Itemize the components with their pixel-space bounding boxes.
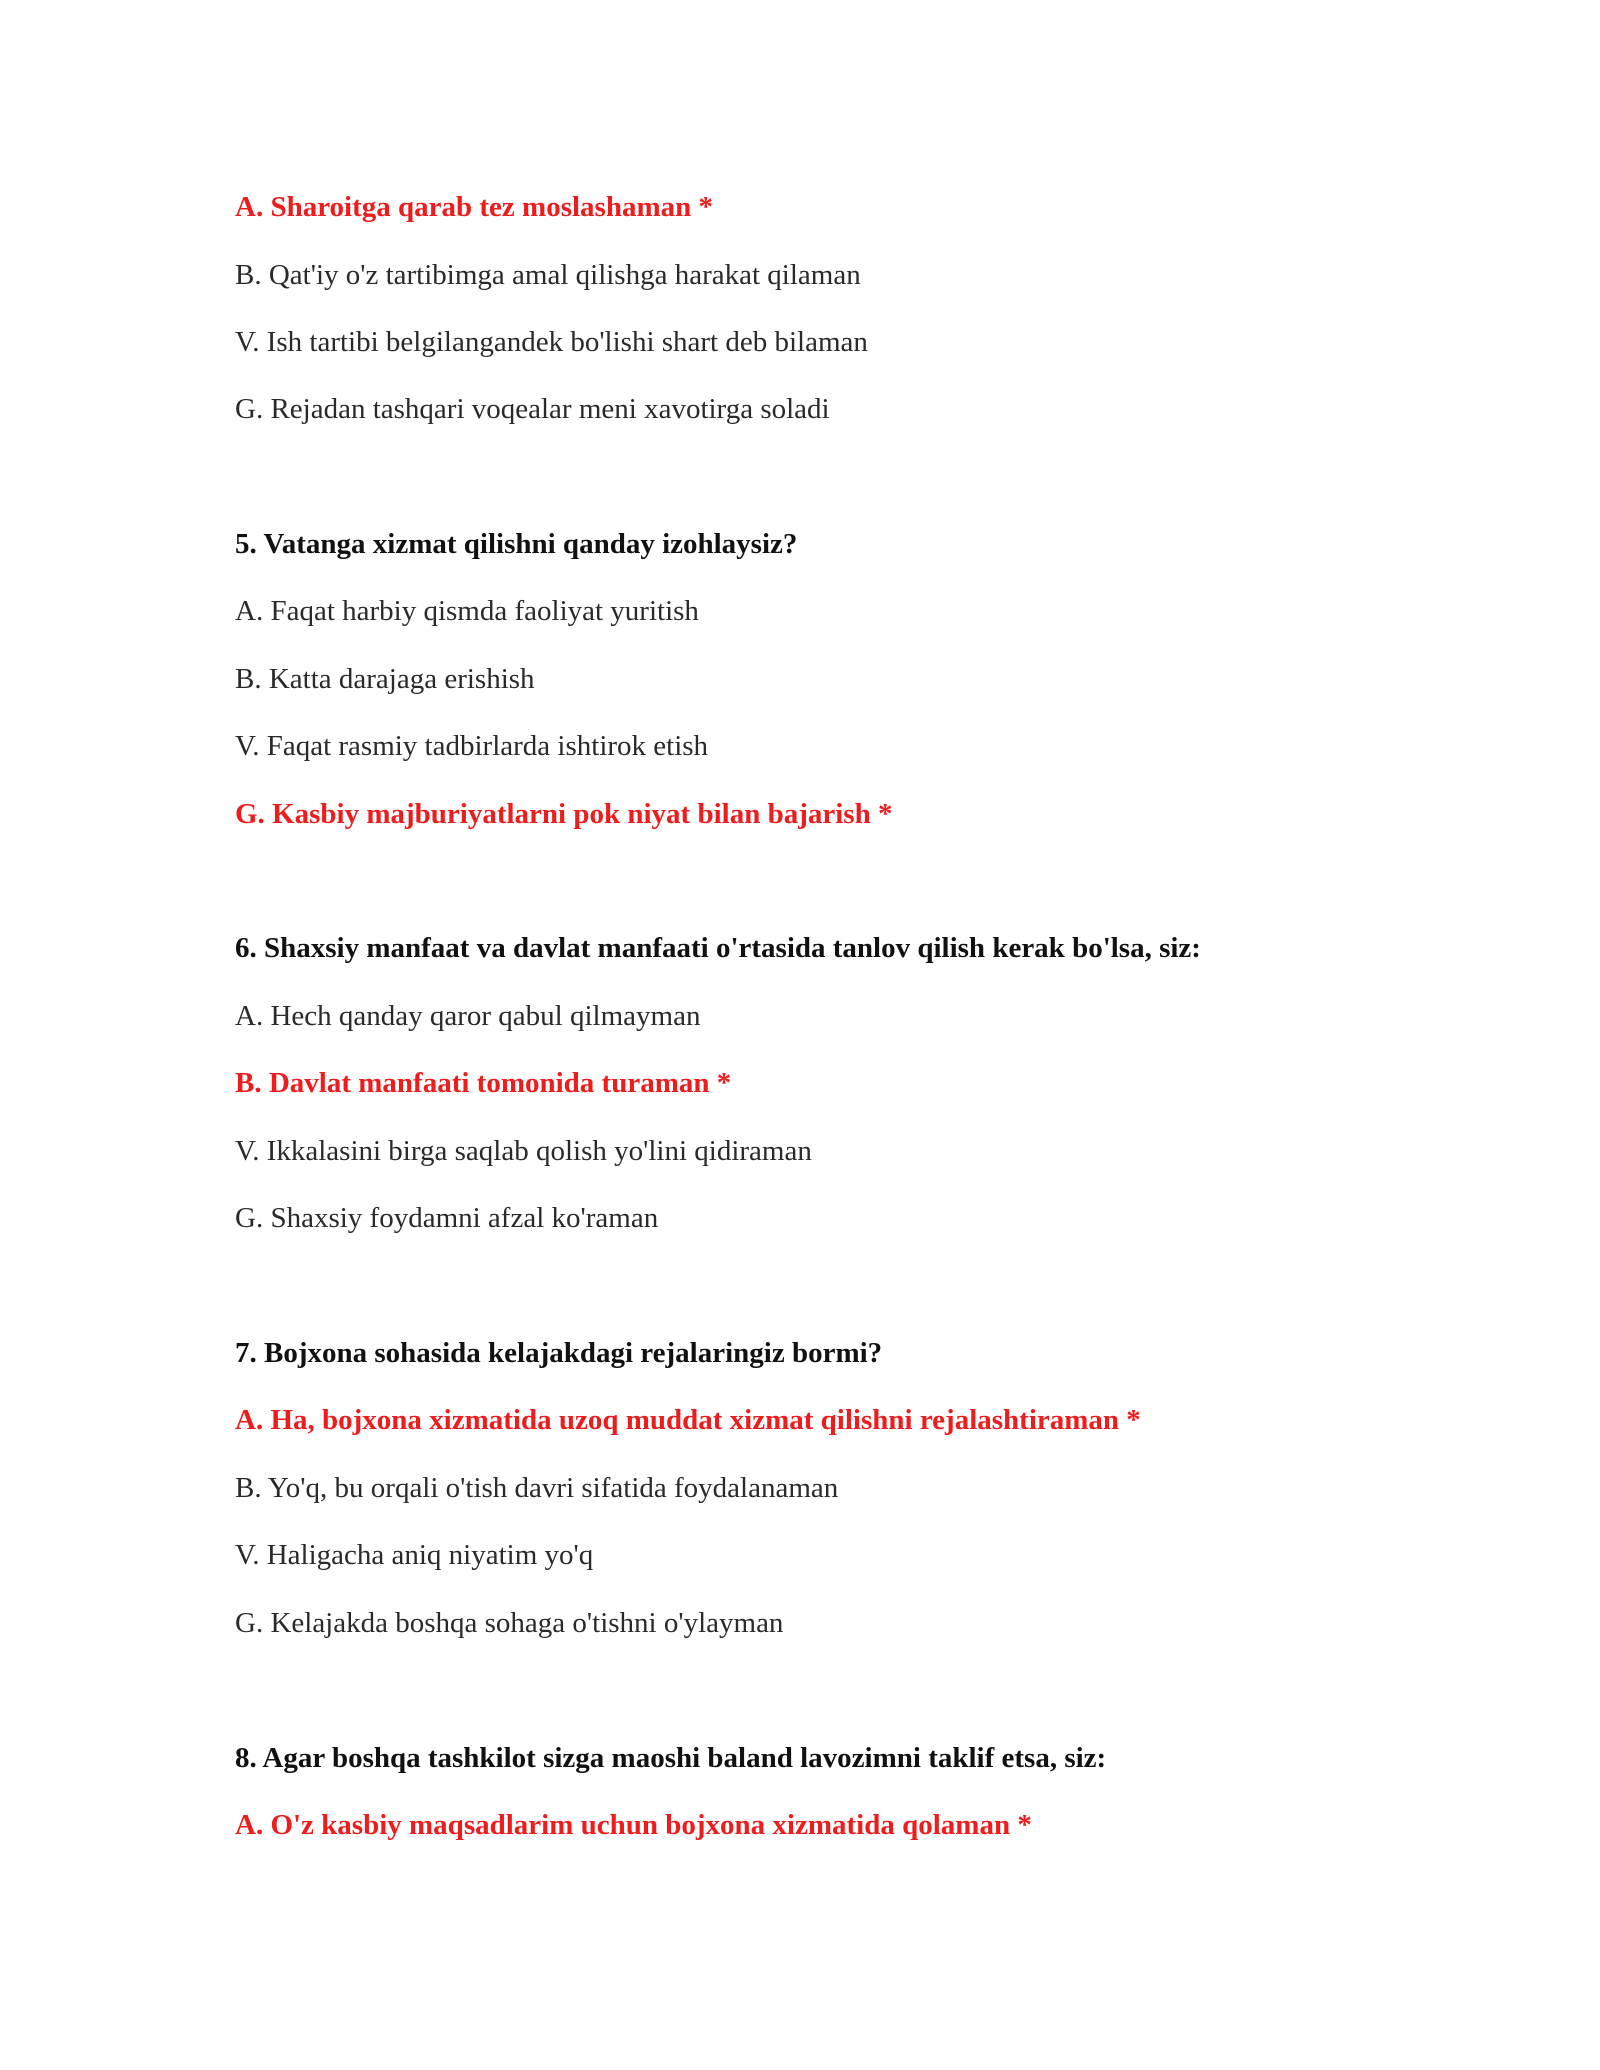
question-8-title: 8. Agar boshqa tashkilot sizga maoshi baland lavozimni taklif etsa, siz: xyxy=(235,1742,1107,1774)
answer-option: G. Shaxsiy foydamni afzal ko'raman xyxy=(235,1202,659,1234)
answer-option-correct: G. Kasbiy majburiyatlarni pok niyat bilan bajarish * xyxy=(235,798,893,830)
answer-option: B. Katta darajaga erishish xyxy=(235,663,535,695)
answer-option: V. Faqat rasmiy tadbirlarda ishtirok etish xyxy=(235,730,709,762)
answer-option: A. Faqat harbiy qismda faoliyat yuritish xyxy=(235,595,699,627)
question-6-title: 6. Shaxsiy manfaat va davlat manfaati o'rtasida tanlov qilish kerak bo'lsa, siz: xyxy=(235,932,1201,964)
answer-option: V. Ikkalasini birga saqlab qolish yo'lini qidiraman xyxy=(235,1135,812,1167)
answer-option: G. Rejadan tashqari voqealar meni xavotirga soladi xyxy=(235,393,830,425)
question-7-title: 7. Bojxona sohasida kelajakdagi rejalaringiz bormi? xyxy=(235,1337,883,1369)
answer-option: V. Haligacha aniq niyatim yo'q xyxy=(235,1539,594,1571)
answer-option: A. Hech qanday qaror qabul qilmayman xyxy=(235,1000,701,1032)
answer-option: G. Kelajakda boshqa sohaga o'tishni o'ylayman xyxy=(235,1607,784,1639)
answer-option: B. Qat'iy o'z tartibimga amal qilishga harakat qilaman xyxy=(235,259,861,291)
question-5-title: 5. Vatanga xizmat qilishni qanday izohlaysiz? xyxy=(235,528,798,560)
answer-option-correct: A. Ha, bojxona xizmatida uzoq muddat xizmat qilishni rejalashtiraman * xyxy=(235,1404,1141,1436)
answer-option: V. Ish tartibi belgilangandek bo'lishi shart deb bilaman xyxy=(235,326,868,358)
answer-option-correct: A. O'z kasbiy maqsadlarim uchun bojxona xizmatida qolaman * xyxy=(235,1809,1032,1841)
answer-option: B. Yo'q, bu orqali o'tish davri sifatida foydalanaman xyxy=(235,1472,839,1504)
answer-option-correct: B. Davlat manfaati tomonida turaman * xyxy=(235,1067,732,1099)
answer-option-correct: A. Sharoitga qarab tez moslashaman * xyxy=(235,191,713,223)
